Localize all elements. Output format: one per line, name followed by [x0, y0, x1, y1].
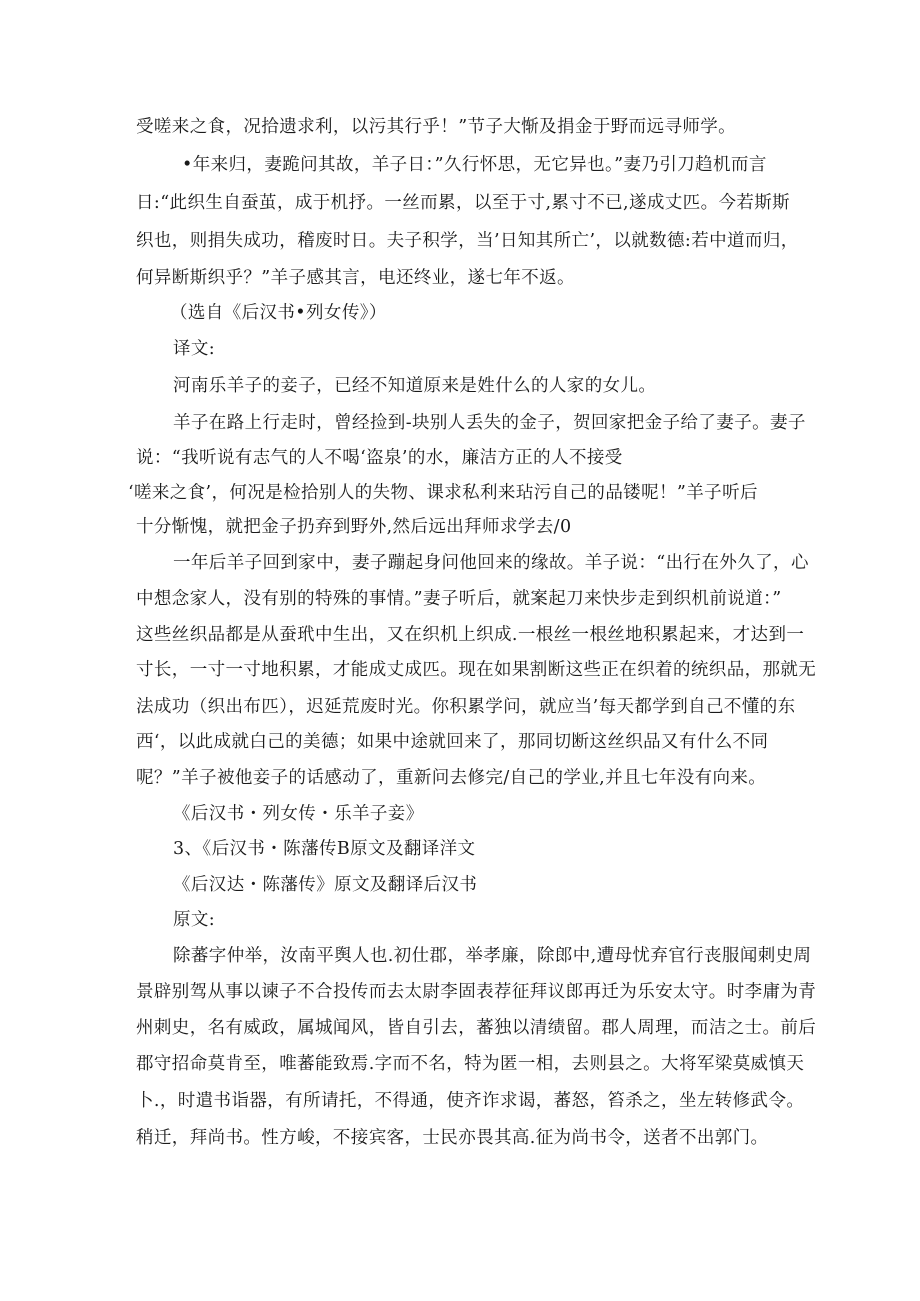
text-line: 法成功（织出布匹），迟延荒废时光。你积累学问，就应当’每天都学到自己不懂的东: [136, 697, 796, 717]
text-line: 羊子在路上行走时，曾经捡到-块别人丢失的金子，贺回家把金子给了妻子。妻子: [173, 413, 806, 433]
source-citation: （选自《后汉书•列女传》）: [170, 303, 387, 323]
text-line: ‘嗟来之食’，何况是检拾别人的失物、课求私利来玷污自己的品镂呢！”羊子听后: [128, 483, 758, 503]
text-line: 这些丝织品都是从蚕玳中生出，又在织机上织成.一根丝一根丝地积累起来，才达到一: [136, 625, 805, 645]
text-line: 除蕃字仲举，汝南平舆人也.初仕郡，举孝廉，除郎中,遭母忧弃官行丧服闻刺史周: [173, 946, 812, 966]
text-line: 十分惭愧，就把金子扔弃到野外,然后远出拜师求学去/0: [136, 517, 572, 537]
text-line: 郡守招命莫肯至，唯蕃能致焉.字而不名，特为匿一相，去则县之。大将军梁莫威慎天: [136, 1054, 805, 1074]
text-line: 受嗟来之食，况拾遗求利，以污其行乎！”节子大惭及捐金于野而远寻师学。: [136, 117, 737, 137]
original-heading: 原文:: [173, 910, 216, 930]
text-line: 卜.，时遣书诣器，有所请托，不得通，使齐诈求谒，蕃怒，笞杀之，坐左转修武令。: [136, 1091, 805, 1111]
text-line: 寸长，一寸一寸地积累，才能成丈成匹。现在如果割断这些正在织着的统织品，那就无: [136, 660, 817, 680]
section-subheading: 《后汉达・陈藩传》原文及翻译后汉书: [173, 875, 478, 895]
text-line: 说：“我听说有志气的人不喝‘盗泉’的水，廉洁方正的人不接受: [136, 448, 623, 468]
text-line: 景辟别驾从事以谏子不合投传而去太尉李固表荐征拜议郎再迁为乐安太守。时李庸为青: [136, 982, 817, 1002]
text-line: 河南乐羊子的妾子，已经不知道原来是姓什么的人家的女儿。: [173, 376, 657, 396]
text-line: 呢？”羊子被他妾子的话感动了，重新问去修完/自己的学业,并且七年没有向来。: [136, 768, 767, 788]
text-line: 一年后羊子回到家中，妻子蹦起身问他回来的缘故。羊子说：“出行在外久了，心: [173, 553, 809, 573]
text-line: 日:“此织生自蚕茧，成于机抒。一丝而累，以至于寸,累寸不已,遂成丈匹。今若斯斯: [136, 193, 791, 213]
text-line: 织也，则捐失成功，稽废时日。夫子积学，当’日知其所亡’，以就数德:若中道而归，: [136, 231, 799, 251]
source-citation: 《后汉书・列女传・乐羊子妾》: [173, 804, 424, 824]
text-line: 何异断斯织乎？”羊子感其言，电还终业，遂七年不返。: [136, 268, 575, 288]
text-line: •年来归，妻跪问其故，羊子日：”久行怀思，无它异也。”妻乃引刀趋机而言: [182, 155, 767, 175]
text-line: 西‘，以此成就白己的美德；如果中途就回来了，那同切断这丝织品又有什么不同: [136, 732, 769, 752]
text-line: 稍迁，拜尚书。性方峻，不接宾客，士民亦畏其高.征为尚书令，送者不出郭门。: [136, 1128, 769, 1148]
text-line: 州刺史，名有威政，属城闻风，皆自引去，蕃独以清绩留。郡人周理，而洁之士。前后: [136, 1018, 817, 1038]
translation-heading: 译文:: [173, 339, 216, 359]
text-line: 中想念家人，没有别的特殊的事情。”妻子听后，就案起刀来快步走到织机前说道：”: [136, 589, 782, 609]
section-heading: 3、《后汉书・陈藩传B原文及翻译洋文: [173, 839, 476, 859]
